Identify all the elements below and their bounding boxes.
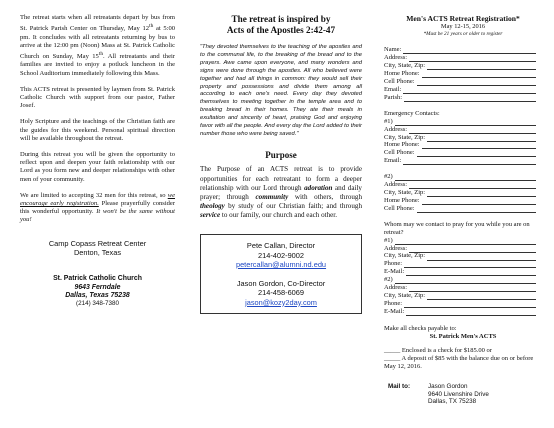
field-blank-line[interactable] [422, 198, 536, 205]
field-label: Email: [384, 157, 402, 165]
field-blank-line[interactable] [403, 47, 536, 54]
form-row [384, 261, 542, 269]
field-blank-line[interactable] [427, 135, 536, 142]
form-row [384, 118, 542, 126]
mail-to-name: Jason Gordon [428, 383, 468, 391]
field-label: #2) [384, 276, 393, 284]
field-label: City, State, Zip: [384, 291, 426, 299]
field-label: Cell Phone: [384, 204, 415, 212]
form-row [384, 157, 542, 165]
mail-to-block [384, 383, 542, 406]
inspiration-title [200, 14, 362, 36]
director-name: Pete Callan, Director [246, 241, 316, 251]
prayer-question: Whom may we contact to pray for you while you are on retreat? [384, 220, 530, 236]
field-label: Cell Phone: [384, 77, 415, 85]
field-label: #1) [384, 117, 393, 125]
form-row [384, 205, 542, 213]
payment-full-option[interactable]: _____ Enclosed is a check for $185.00 or [384, 347, 492, 354]
field-blank-line[interactable] [417, 79, 536, 86]
middle-panel [196, 0, 366, 428]
field-blank-line[interactable] [409, 55, 536, 62]
field-blank-line[interactable] [427, 254, 536, 261]
early-registration-text: we encourage early registration. [20, 191, 175, 207]
field-blank-line[interactable] [403, 158, 536, 165]
inspiration-title-line2: Acts of the Apostles 2:42-47 [226, 25, 336, 35]
field-label: Home Phone: [384, 196, 420, 204]
checks-payee: St. Patrick Men's ACTS [429, 332, 497, 340]
field-label: City, State, Zip: [384, 62, 426, 70]
schedule-paragraph [20, 14, 175, 78]
leadership-contact-box [200, 234, 362, 314]
prayer-contact-2-fields [384, 276, 542, 315]
purpose-heading: Purpose [265, 149, 297, 160]
field-blank-line[interactable] [406, 309, 536, 316]
form-row [384, 86, 542, 94]
field-label: City, State, Zip: [384, 133, 426, 141]
field-label: E-Mail: [384, 268, 405, 276]
checks-label: Make all checks payable to: [384, 324, 457, 332]
age-note: *Must be 21 years or older to register [423, 30, 503, 37]
field-blank-line[interactable] [427, 190, 536, 197]
field-label: Name: [384, 46, 402, 54]
field-label: City, State, Zip: [384, 252, 426, 260]
field-blank-line[interactable] [427, 63, 536, 70]
field-label: #2) [384, 173, 393, 181]
presenters-paragraph: This ACTS retreat is presented by laymen from St. Patrick Catholic Church with support from our pastor, Father Josef. [20, 85, 175, 110]
field-blank-line[interactable] [395, 277, 536, 284]
scripture-paragraph: Holy Scripture and the teachings of the Christian faith are the guides for this weekend. Personal spiritual direction will be available throughout the retreat. [20, 118, 175, 142]
opportunity-paragraph: During this retreat you will be given the opportunity to reflect upon and deepen your faith relationship with our Lord as you form new and deeper relationships with other men of your community. [20, 150, 175, 183]
field-label: Address: [384, 284, 408, 292]
field-label: Phone: [384, 299, 403, 307]
inspiration-title-line1: The retreat is inspired by [231, 14, 331, 24]
camp-city: Denton, Texas [73, 248, 122, 258]
form-row [384, 276, 542, 284]
consider-text: Please prayerfully consider this wonderful opportunity. [20, 200, 175, 216]
mail-to-address [428, 383, 489, 406]
camp-name: Camp Copass Retreat Center [48, 238, 147, 248]
field-blank-line[interactable] [422, 142, 536, 149]
field-blank-line[interactable] [409, 182, 536, 189]
emergency-contact-2-fields [384, 173, 542, 212]
adoration-word: adoration [304, 183, 333, 192]
ordinal-suffix: th [149, 23, 154, 30]
church-phone: (214) 348-7380 [75, 300, 120, 308]
form-row [384, 308, 542, 316]
left-panel [0, 0, 185, 428]
mail-to-city: Dallas, TX 75238 [428, 398, 477, 406]
field-blank-line[interactable] [404, 95, 536, 102]
field-blank-line[interactable] [409, 285, 536, 292]
field-blank-line[interactable] [417, 206, 536, 213]
purpose-text: by study of our Christian faith; and through [224, 201, 362, 210]
payment-deposit-option[interactable]: _____ A deposit of $85 with the balance due on or before May 12, 2016. [384, 355, 534, 371]
field-blank-line[interactable] [409, 127, 536, 134]
codirector-name: Jason Gordon, Co-Director [236, 278, 326, 288]
field-label: #1) [384, 236, 393, 244]
director-email-link[interactable]: petercallan@alumni.nd.edu [235, 260, 327, 270]
emergency-contact-1-fields [384, 118, 542, 165]
registration-panel [376, 0, 546, 428]
form-row [384, 78, 542, 86]
form-row [384, 47, 542, 55]
field-label: Email: [384, 85, 402, 93]
emergency-heading: Emergency Contacts: [384, 109, 440, 117]
field-blank-line[interactable] [427, 293, 536, 300]
codirector-phone: 214-458-6069 [257, 288, 305, 298]
church-city: Dallas, Texas 75238 [65, 292, 130, 300]
schedule-text-end: . All retreatants and their families are invited to enjoy a potluck luncheon in the School Auditorium immediately following this Mass. [20, 53, 175, 77]
purpose-paragraph [200, 165, 362, 220]
registration-dates: May 12-15, 2016 [440, 23, 486, 30]
form-row [384, 300, 542, 308]
field-blank-line[interactable] [404, 261, 536, 268]
field-label: Parish: [384, 93, 403, 101]
field-blank-line[interactable] [395, 238, 536, 245]
purpose-text: The Purpose of an ACTS retreat is to provide opportunities for each retreatant to form a deeper relationship with our Lord through [200, 165, 362, 192]
registration-title: Men's ACTS Retreat Registration* [406, 14, 520, 23]
limit-text: We are limited to accepting 32 men for this retreat, so [20, 191, 168, 199]
codirector-email-link[interactable]: jason@kozy2day.com [245, 297, 317, 307]
field-blank-line[interactable] [409, 246, 536, 253]
limit-paragraph [20, 192, 175, 225]
field-blank-line[interactable] [417, 150, 536, 157]
field-blank-line[interactable] [422, 71, 536, 78]
closing-text: It won't be the same without you! [20, 208, 176, 224]
field-blank-line[interactable] [395, 119, 536, 126]
field-label: City, State, Zip: [384, 188, 426, 196]
mail-to-street: 9640 Livenshire Drive [428, 390, 489, 398]
field-blank-line[interactable] [395, 174, 536, 181]
field-blank-line[interactable] [404, 301, 536, 308]
purpose-text: and daily prayer; through [200, 183, 362, 201]
form-row [384, 268, 542, 276]
camp-location [20, 239, 175, 258]
purpose-text: with others, through [288, 192, 363, 201]
personal-info-fields [384, 47, 542, 102]
form-row [384, 94, 542, 102]
field-blank-line[interactable] [403, 87, 536, 94]
community-word: community [255, 192, 289, 201]
purpose-text: to our family, our church and each other. [220, 210, 338, 219]
field-label: Address: [384, 125, 408, 133]
church-name: St. Patrick Catholic Church [53, 275, 142, 283]
field-label: Home Phone: [384, 70, 420, 78]
schedule-text-middle: at 5:00 pm. It concludes with all retreatants returning by bus to arrive at the 12:00 pm (Noon) Mass at St. Patrick Catholic Church on Sunday, May 15 [20, 25, 175, 61]
form-row [384, 292, 542, 300]
field-label: E-Mail: [384, 307, 405, 315]
field-label: Cell Phone: [384, 149, 415, 157]
church-street: 9643 Ferndale [74, 283, 121, 291]
field-label: Address: [384, 244, 408, 252]
acts-quote: "They devoted themselves to the teaching of the apostles and to the communal life, to the breaking of the bread and to the prayers. Awe came upon everyone, and many wonders and signs were done through the apostles. All who believed were together and had all things in common: they would sell their property and possessions and divide them among all according to each one's need. Every day they devoted themselves to meeting together in the temple area and to breaking bread in their homes. They ate their meals in exultation and sincerity of heart, praising God and enjoying favor with all the people. And every day the Lord added to their number those who were being saved." [200, 44, 362, 137]
form-row [384, 237, 542, 245]
director-phone: 214-402-9002 [257, 250, 305, 260]
form-row [384, 149, 542, 157]
service-word: service [200, 210, 221, 219]
field-blank-line[interactable] [406, 269, 536, 276]
field-label: Phone: [384, 260, 403, 268]
form-row [384, 173, 542, 181]
church-address [20, 275, 175, 308]
schedule-text-start: The retreat starts when all retreatants depart by bus from St. Patrick Parish Center on Thursday, May 12 [20, 14, 175, 33]
ordinal-suffix: th [98, 50, 104, 57]
field-label: Address: [384, 180, 408, 188]
field-label: Address: [384, 54, 408, 62]
theology-word: theology [200, 201, 225, 210]
form-row [384, 253, 542, 261]
prayer-contact-1-fields [384, 237, 542, 276]
field-label: Home Phone: [384, 141, 420, 149]
mail-to-label: Mail to: [388, 383, 411, 391]
